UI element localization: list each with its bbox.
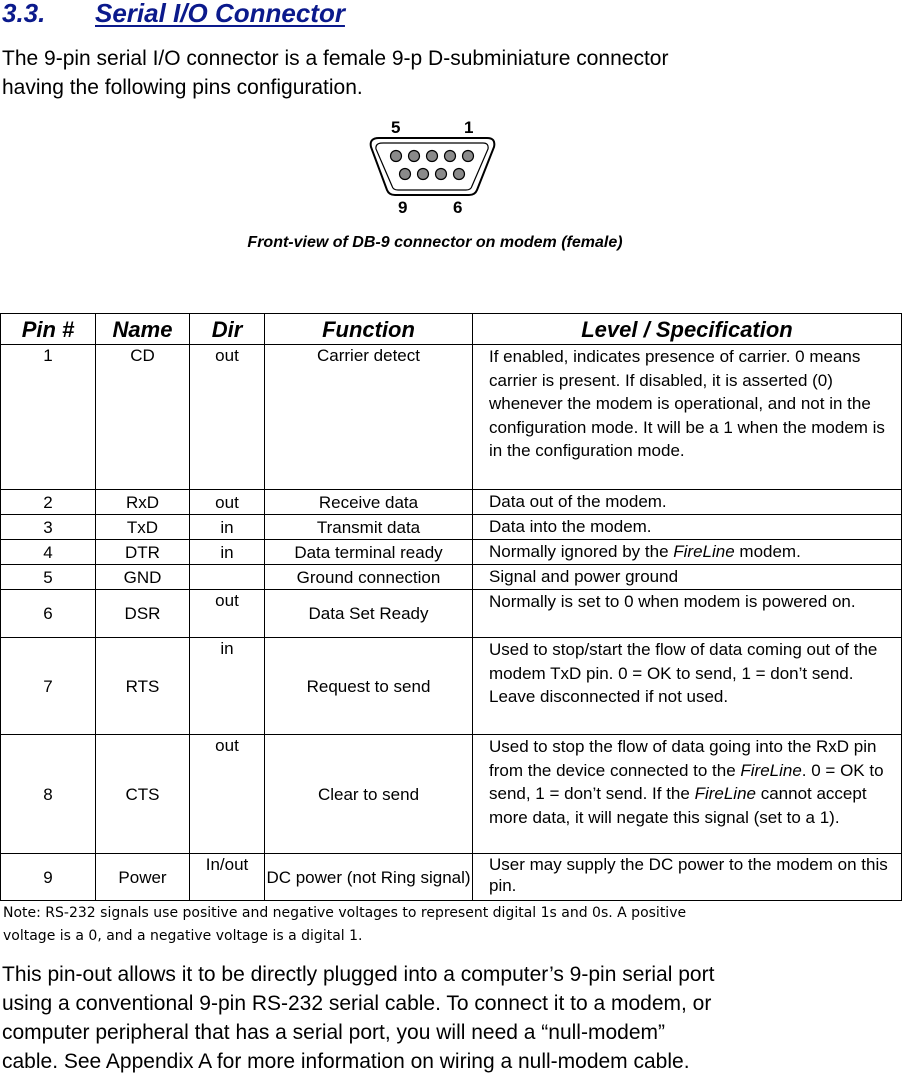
table-row [1,854,902,901]
note-line-2: voltage is a 0, and a negative voltage is a digital 1. [3,928,363,944]
cell-function: Ground connection [265,565,473,590]
pin-label-9: 9 [398,198,408,214]
cell-spec [473,540,902,565]
pin-hole-1 [463,151,474,162]
cell-dir: in [190,515,265,540]
header-name: Name [96,314,190,345]
rs232-note [3,902,893,948]
cell-name: RTS [96,638,190,735]
pin-hole-2 [445,151,456,162]
cell-pin: 4 [1,540,96,565]
table-header-row [1,314,902,345]
cell-pin: 2 [1,490,96,515]
cell-function: Clear to send [265,735,473,854]
intro-paragraph [2,44,882,102]
cell-spec: Normally is set to 0 when modem is powered on. [473,590,902,638]
header-function: Function [265,314,473,345]
section-number: 3.3. [2,0,46,28]
spec-text: Normally ignored by the [489,542,674,561]
cell-function: Request to send [265,638,473,735]
spec-text: cannot accept more data, it will negate this signal (set to a 1). [489,784,867,827]
cell-dir: in [190,540,265,565]
closing-paragraph [2,960,902,1076]
cell-name: Power [96,854,190,901]
cell-spec: If enabled, indicates presence of carrier. 0 means carrier is present. If disabled, it is asserted (0) whenever the modem is operational, and not in the configuration mode. It will be a 1 when the modem is in the configuration mode. [473,345,902,490]
cell-function: Data Set Ready [265,590,473,638]
spec-text: . 0 = OK to send, 1 = don’t send. If the [489,760,884,803]
cell-function: Data terminal ready [265,540,473,565]
fireline-product-name: FireLine [740,760,802,780]
cell-dir: out [190,590,265,638]
cell-function: DC power (not Ring signal) [265,854,473,901]
closing-line-3: computer peripheral that has a serial port, you will need a “null-modem” [2,1021,665,1044]
pin-label-5: 5 [391,118,401,137]
closing-line-4: cable. See Appendix A for more information on wiring a null-modem cable. [2,1050,690,1073]
pin-hole-7 [436,169,447,180]
note-line-1: Note: RS-232 signals use positive and negative voltages to represent digital 1s and 0s. A positive [3,905,687,921]
cell-dir: out [190,735,265,854]
cell-name: DTR [96,540,190,565]
cell-name: CTS [96,735,190,854]
cell-name: TxD [96,515,190,540]
table-row [1,490,902,515]
closing-line-2: using a conventional 9-pin RS-232 serial cable. To connect it to a modem, or [2,992,712,1015]
fireline-product-name: FireLine [673,542,735,561]
pin-hole-5 [391,151,402,162]
table-row [1,540,902,565]
closing-line-1: This pin-out allows it to be directly plugged into a computer’s 9-pin serial port [2,963,715,986]
cell-spec: Used to stop/start the flow of data coming out of the modem TxD pin. 0 = OK to send, 1 = don’t send. Leave disconnected if not used. [473,638,902,735]
cell-name: CD [96,345,190,490]
cell-function: Receive data [265,490,473,515]
cell-dir: In/out [190,854,265,901]
pin-hole-9 [400,169,411,180]
table-row [1,590,902,638]
cell-pin: 8 [1,735,96,854]
intro-line-1: The 9-pin serial I/O connector is a female 9-p D-subminiature connector [2,47,669,70]
cell-dir [190,565,265,590]
cell-spec: Data into the modem. [473,515,902,540]
cell-pin: 6 [1,590,96,638]
section-title: Serial I/O Connector [95,0,345,28]
table-row [1,345,902,490]
pin-hole-3 [427,151,438,162]
pin-hole-4 [409,151,420,162]
pin-hole-6 [454,169,465,180]
intro-line-2: having the following pins configuration. [2,76,363,99]
spec-text: Used to stop the flow of data going into the RxD pin from the device connected to the [489,737,877,780]
connector-shell [371,138,495,195]
db9-connector-diagram [365,114,500,214]
cell-pin: 1 [1,345,96,490]
cell-name: RxD [96,490,190,515]
table-row [1,515,902,540]
cell-pin: 5 [1,565,96,590]
cell-spec: Signal and power ground [473,565,902,590]
section-heading [2,0,345,29]
cell-spec: Data out of the modem. [473,490,902,515]
fireline-product-name: FireLine [694,784,756,803]
cell-pin: 7 [1,638,96,735]
table-row [1,565,902,590]
cell-function: Carrier detect [265,345,473,490]
pin-configuration-table [0,313,902,901]
pin-label-6: 6 [453,198,463,214]
figure-caption: Front-view of DB-9 connector on modem (female) [247,234,623,251]
cell-pin: 9 [1,854,96,901]
cell-dir: out [190,345,265,490]
header-spec: Level / Specification [473,314,902,345]
cell-function: Transmit data [265,515,473,540]
pin-label-1: 1 [464,118,474,137]
cell-dir: in [190,638,265,735]
pin-hole-8 [418,169,429,180]
cell-pin: 3 [1,515,96,540]
header-dir: Dir [190,314,265,345]
cell-spec: User may supply the DC power to the modem on this pin. [473,854,902,901]
cell-spec [473,735,902,854]
table-row [1,638,902,735]
table-row [1,735,902,854]
spec-text: modem. [734,542,801,561]
cell-name: DSR [96,590,190,638]
cell-dir: out [190,490,265,515]
header-pin: Pin # [1,314,96,345]
cell-name: GND [96,565,190,590]
